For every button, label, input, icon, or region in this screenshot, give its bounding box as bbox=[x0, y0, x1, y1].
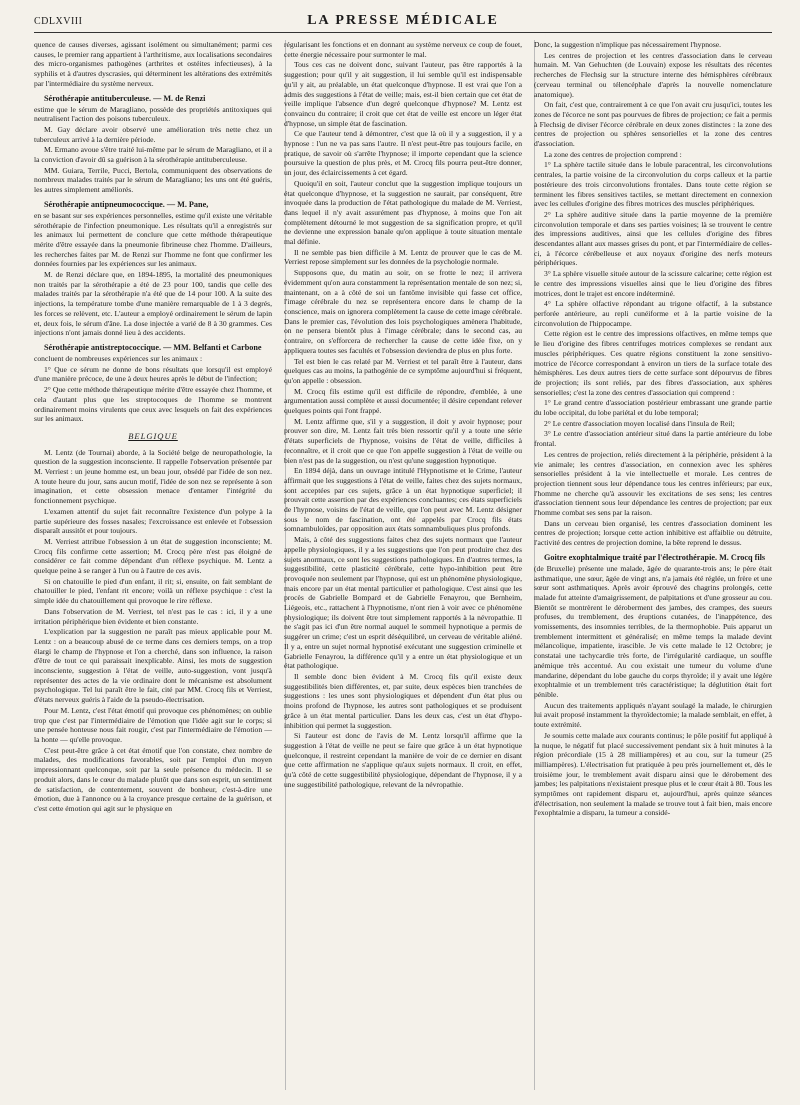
paragraph: Tous ces cas ne doivent donc, suivant l'auteur, pas être rapportés à la suggestion; pour qu'il y ait suggestion, il lui semble qu'il est indispensable qu'il y ait, au préalable, un état quelconque d'hypnose. Il est vrai que l'on a admis des suggestions à l'état de veille; mais, est-il bien certain que cet état de veille implique l'absence d'un degré quelconque d'hypnose? M. Lentz est convaincu du contraire; il croit que cet état de veille est encore un léger état d'hypnose, un simple état de fascination. bbox=[284, 60, 522, 128]
section-heading: Sérothérapie antistreptococcique. — MM. Belfanti et Carbone bbox=[44, 342, 262, 352]
paragraph: MM. Guiara, Terrile, Pucci, Bertola, communiquent des observations de nombreux malades traités par le sérum de Maragliano; les uns ont été guéris, les autres simplement améliorés. bbox=[34, 165, 272, 195]
paragraph: Si l'auteur est donc de l'avis de M. Lentz lorsqu'il affirme que la suggestion à l'état de veille ne peut se faire que grâce à un état hypnotique quelconque, il restreint cependant la manière de voir de ce dernier en disant que cette affirmation ne s'applique qu'aux sujets normaux. Il croit, en effet, qu'à côté de cette suggestibilité physiologique, dépendant de l'hypnose, il y a une suggestibilité pathologique, relevant de la névropathie. bbox=[284, 731, 522, 789]
text-column-1 bbox=[34, 40, 272, 1095]
paragraph: Ce que l'auteur tend à démontrer, c'est que là où il y a suggestion, il y a hypnose : l'un ne va pas sans l'autre. Il n'est peut-être pas toujours facile, en pratique, de savoir où s'arrête l'hypnose; il importe cependant que la science poursuive la question de plus près, et M. Crocq fils pourra peut-être donner, un jour, des éclaircissements à cet égard. bbox=[284, 129, 522, 178]
paragraph: Cette région est le centre des impressions olfactives, en même temps que le lieu d'origine des fibres centrifuges motrices complexes se rendant aux muscles périphériques. Ces quatre régions constituent la zone sensitivo-motrice de l'écorce correspondant à environ un tiers de la surface totale des hémisphères. Les deux autres tiers de cette surface sont dépourvus de fibres de projection; ils sont reliés, par des fibres d'association, aux sphères sensorielles; c'est la zone des centres d'association qui comprend : bbox=[534, 329, 772, 397]
paragraph: M. Lentz affirme que, s'il y a suggestion, il doit y avoir hypnose; pour prouver son dire, M. Lentz fait très bien ressortir qu'il y a toute une série d'états superficiels de l'hypnose, voisins de l'état de veille, difficiles à reconnaître, et il croit que ce que l'on appelle suggestion à l'état de veille ou bien n'est pas de la suggestion, ou n'est qu'une suggestion hypnotique. bbox=[284, 416, 522, 465]
paragraph: 3° La sphère visuelle située autour de la scissure calcarine; cette région est le centre des impressions visuelles ainsi que le lieu d'origine des fibres motrices, dont le trajet est encore indéterminé. bbox=[534, 269, 772, 298]
paragraph: Donc, la suggestion n'implique pas nécessairement l'hypnose. bbox=[534, 40, 722, 49]
paragraph: L'explication par la suggestion ne paraît pas mieux applicable pour M. Lentz : on a beaucoup abusé de ce terme dans ces derniers temps, on a trop élargi le champ de l'hypnose et l'on a cherché, dans son influence, la raison d'être de tout ce qui paraissait inexplicable. Ainsi, les mots de suggestion inconsciente, suggestion à l'état de veille, auto-suggestion, vont jusqu'à représenter des actes de la vie ordinaire dont le mécanisme est absolument psychologique. Tel lui paraît être le fait, cité par MM. Crocq fils et Verriest, d'états nerveux guéris à l'aide de la pseudo-électrisation. bbox=[34, 627, 272, 705]
paragraph: M. Gay déclare avoir observé une amélioration très nette chez un tuberculeux arrivé à la dernière période. bbox=[34, 124, 272, 144]
page-header bbox=[34, 10, 772, 33]
text-column-3 bbox=[534, 40, 772, 1095]
paragraph: L'examen attentif du sujet fait reconnaître l'existence d'un polype à la partie supérieure des fosses nasales; l'excroissance est enlevée et l'obsession disparaît aussitôt et pour toujours. bbox=[34, 506, 272, 536]
paragraph: estime que le sérum de Maragliano, possède des propriétés antitoxiques qui neutralisent l'action des poisons tuberculeux. bbox=[34, 104, 272, 124]
paragraph: M. de Renzi déclare que, en 1894-1895, la mortalité des pneumoniques non traités par la sérothérapie a été de 23 pour 100, tandis que celle des malades traités par la sérothérapie n'a été que de 14 pour 100. A la suite des injections, la température tombe d'une manière remarquable de 1 à 3 degrés, les forces se relèvent, etc. L'auteur a employé ordinairement le sérum de lapin et, deux fois, le sérum d'âne. La dose injectée a varié de 8 à 30 grammes. Ces injections n'ont jamais donné lieu à des accidents. bbox=[34, 270, 272, 338]
paragraph: Je soumis cette malade aux courants continus; le pôle positif fut appliqué à la nuque, le négatif fut placé successivement pendant six à huit minutes à la région précordiale (15 à 28 milliampères) et au cou, sur la tumeur (25 milliampères). L'électrisation fut pratiquée à peu près journellement et, dès le troisième jour, le tremblement avait disparu ainsi que le dérobement des jambes; les palpitations n'existaient presque plus et le cœur était à 80. Tous les symptômes ont rapidement disparu et, aujourd'hui, après quinze séances d'électrisation, non seulement la malade se trouve tout à fait bien, mais encore l'exophtalmie a disparu, la tumeur a considé- bbox=[534, 730, 772, 818]
paragraph: Aucun des traitements appliqués n'ayant soulagé la malade, le chirurgien lui avait proposé instamment la thyroïdectomie; la malade semblait, en effet, à toute extrémité. bbox=[534, 700, 772, 730]
paragraph: On fait, c'est que, contrairement à ce que l'on avait cru jusqu'ici, toutes les zones de l'écorce ne sont pas pourvues de fibres de projection; ce fait a permis à Flechsig de diviser l'écorce cérébrale en deux zones distinctes : la zone des centres de projection ou sphères sensorielles et la zone des centres d'association. bbox=[534, 100, 772, 149]
paragraph: Tel est bien le cas relaté par M. Verriest et tel paraît être à l'auteur, dans quelques cas au moins, la pathogénie de ce symptôme aujourd'hui si fréquent, qu'on appelle : obsession. bbox=[284, 356, 522, 385]
paragraph: La zone des centres de projection comprend : bbox=[544, 149, 682, 159]
paragraph: M. Lentz (de Tournai) aborde, à la Société belge de neuropathologie, la question de la suggestion inconsciente. Il rappelle l'observation présentée par M. Verriest : un jeune homme est, un beau jour, obsédé par l'idée de son nez. A toute heure du jour, sans aucun motif, l'idée de son nez se représente à son imagination, et cette obsession menace d'entamer l'intégrité du fonctionnement psychique. bbox=[34, 447, 272, 506]
country-section-title bbox=[34, 432, 272, 442]
paragraph: 2° Que cette méthode thérapeutique mérite d'être essayée chez l'homme, et cela d'autant plus que les streptocoques de l'homme se montrent ordinairement moins virulents que ceux avec lesquels on fait des expériences sur les animaux. bbox=[34, 385, 272, 424]
paragraph: M. Crocq fils estime qu'il est difficile de répondre, d'emblée, à une argumentation aussi complète et aussi documentée; il désire cependant relever quelques points qui l'ont frappé. bbox=[284, 386, 522, 416]
paragraph: 3° Le centre d'association antérieur situé dans la partie antérieure du lobe frontal. bbox=[534, 429, 772, 449]
paragraph: Il ne semble pas bien difficile à M. Lentz de prouver que le cas de M. Verriest repose simplement sur les données de la psychologie normale. bbox=[284, 247, 522, 267]
paragraph: Pour M. Lentz, c'est l'état émotif qui provoque ces phénomènes; on oublie trop que c'est par l'intermédiaire de l'émotion que l'idée agit sur le corps; si une pensée honteuse nous fait rougir, c'est par l'intermédiaire de l'émotion — la honte — qu'elle provoque. bbox=[34, 705, 272, 744]
text-column-2 bbox=[284, 40, 522, 1095]
article-columns bbox=[34, 40, 772, 1095]
paragraph: 1° Que ce sérum ne donne de bons résultats que lorsqu'il est employé d'une manière précoce, de une à deux heures après le début de l'infection; bbox=[34, 364, 272, 384]
section-heading: Goitre exophtalmique traité par l'électrothérapie. M. Crocq fils bbox=[544, 552, 766, 562]
paragraph: 2° Le centre d'association moyen localisé dans l'insula de Reil; bbox=[544, 418, 735, 428]
journal-title: LA PRESSE MÉDICALE bbox=[307, 13, 499, 28]
paragraph: M. Ermano avoue s'être traité lui-même par le sérum de Maragliano, et il a la conviction d'avoir dû sa guérison à la sérothérapie antituberculeuse. bbox=[34, 145, 272, 165]
paragraph: 1° La sphère tactile située dans le lobule paracentral, les circonvolutions centrales, la partie voisine de la circonvolution du corps calleux et la partie postérieure des trois circonvolutions frontales. Dans toute cette région se terminent les fibres sensitives tactiles, se mettant directement en connexion avec les cellules d'origine des fibres motrices des muscles périphériques. bbox=[534, 160, 772, 209]
paragraph: quence de causes diverses, agissant isolément ou simultanément; parmi ces causes, le premier rang appartient à l'arthritisme, aux localisations secondaires des micro-organismes pathogènes (arthrites et ostéites infectieuses), à la syphilis et à d'autres dyscrasies, qui déterminent les altérations des extrémités par l'intermédiaire du système nerveux. bbox=[34, 40, 272, 88]
section-heading: Sérothérapie antituberculeuse. — M. de Renzi bbox=[44, 93, 206, 103]
paragraph: Dans l'observation de M. Verriest, tel n'est pas le cas : ici, il y a une irritation périphérique bien évidente et bien constante. bbox=[34, 606, 272, 626]
paragraph: Dans un cerveau bien organisé, les centres d'association dominent les centres de projection; lorsque cette action inhibitive est affaiblie ou détruite, l'activité des centres de projection domine, la bête reprend le dessus. bbox=[534, 518, 772, 548]
paragraph: 1° Le grand centre d'association postérieur embrassant une grande partie du lobe occipital, du lobe pariétal et du lobe temporal; bbox=[534, 398, 772, 418]
paragraph: Supposons que, du matin au soir, on se frotte le nez; il arrivera évidemment qu'on aura constamment la représentation mentale de son nez; si, maintenant, on a à côté de soi un fantôme invisible qui fasse cet office, l'image cérébrale du nez se représentera encore dans le champ de la conscience, mais on ignorera complètement la cause de cette image cérébrale. Dans le premier cas, l'évolution des lois psychologiques amènera l'habitude, on ne pensera bientôt plus à l'image cérébrale; dans le second cas, au contraire, on s'efforcera de rechercher la cause de cette idée fixe, on y appliquera toutes ses facultés et l'obsession deviendra de plus en plus forte. bbox=[284, 268, 522, 355]
paragraph: 4° La sphère olfactive répondant au trigone olfactif, à la substance perforée antérieure, au repli cunéiforme et à la partie voisine de la circonvolution de l'hippocampe. bbox=[534, 299, 772, 328]
paragraph: régularisant les fonctions et en donnant au système nerveux ce coup de fouet, cette énergie nécessaire pour surmonter le mal. bbox=[284, 40, 522, 59]
paragraph: M. Verriest attribue l'obsession à un état de suggestion inconsciente; M. Crocq fils confirme cette assertion; M. Crocq père n'est pas éloigné de considérer ce fait comme dépendant d'un réflexe psychique. M. Lentz a quelque peine à se ranger à l'un ou à l'autre de ces avis. bbox=[34, 536, 272, 576]
paragraph: Quoiqu'il en soit, l'auteur conclut que la suggestion implique toujours un état quelconque d'hypnose, et la suggestion ne saurait, par conséquent, être invoquée dans la production de l'état pathologique du malade de M. Verriest, dans lequel il n'y avait assurément pas d'hypnose, à moins que l'on ait complètement détourné le mot suggestion de sa signification propre, et qu'il ne devienne une expression banale qu'on applique à toute situation mentale mal définie. bbox=[284, 178, 522, 247]
paragraph: (de Bruxelle) présente une malade, âgée de quarante-trois ans; le père était asthmatique, une sœur, âgée de vingt ans, n'a jamais été réglée, un frère et une sœur sont asthmatiques. Après avoir éprouvé des chagrins prolongés, cette malade fut atteinte d'amaigrissement, de palpitations et d'une grosseur au cou. Bientôt se montrèrent le déroberment des jambes, des crampes, des sueurs profuses, du tremblement, des éruptions cutanées, de l'inappétence, des vomissements, des insomnies terribles, de la thermophobie. Puis apparut un tremblement intermittent et généralisé; en même temps la malade devint mélancolique, impatiente, irascible. Je vis cette malade le 12 Octobre; je constatai une tachycardie très forte, de l'irrégularité cardiaque, un souffle anémique très accentué. Au cou existait une tumeur du volume d'une mandarine, dépendant du lobe gauche du corps thyroïde; il y avait une légère exophtalmie et un tremblement très caractéristique; la déglutition était fort pénible. bbox=[534, 563, 772, 699]
paragraph: Si on chatouille le pied d'un enfant, il rit; si, ensuite, on fait semblant de chatouiller le pied, l'enfant rit encore; voilà un réflexe psychique : c'est la simple idée du chatouillement qui provoque le rire réflexe. bbox=[34, 576, 272, 606]
paragraph: Les centres de projection, reliés directement à la périphérie, président à la vie animale; les centres d'association, en connexion avec les sphères sensorielles président à la vie intellectuelle et morale. Les centres de projection tiennent sous leur dépendance tous les centres inférieurs; par eux, l'homme ne cherche qu'à assouvir les excitations de ses sens; les centres d'association tiennent sous leur dépendance les centres de projection; par eux l'homme combat ses sens par la raison. bbox=[534, 449, 772, 518]
paragraph: 2° La sphère auditive située dans la partie moyenne de la première circonvolution temporale et dans ses parties voisines; là se trouvent le centre des impressions auditives, ainsi que les cellules d'origine des fibres descendantes allant aux masses grises du pont, et par l'intermédiaire de celles-ci, à l'écorce cérébelleuse et aux noyaux d'origine des nerfs moteurs périphériques. bbox=[534, 209, 772, 268]
paragraph: En 1894 déjà, dans un ouvrage intitulé l'Hypnotisme et le Crime, l'auteur affirmait que les suggestions à l'état de veille, faites chez des sujets normaux, sont acceptées par ces sujets, grâce à un état hypnotique superficiel; il prouvait cette assertion par des expériences concluantes; ces états superficiels de l'hypnose, voisins de l'état de veille, que l'on peut avec M. Lentz désigner sous le nom de fascination, ont été appelés par Crocq fils états somnambuloïdes, par opposition aux états somnambuliques plus profonds. bbox=[284, 466, 522, 534]
paragraph: Il semble donc bien évident à M. Crocq fils qu'il existe deux suggestibilités bien différentes, et, par suite, deux espèces bien tranchées de suggestions : les unes sont physiologiques et dépendent d'un état plus ou moins profond de l'hypnose, les autres sont pathologiques et se produisent grâce à un état mental particulier. Dans les deux cas, c'est un état d'hypo-inhibition qui permet la suggestion. bbox=[284, 672, 522, 730]
paragraph: Les centres de projection et les centres d'association dans le cerveau humain. M. Van Gehuchten (de Louvain) expose les résultats des récentes recherches de Flechsig sur la structure interne des hémisphères cérébraux (cerveau terminal ou télencéphale d'après la nouvelle nomenclature anatomique). bbox=[534, 50, 772, 99]
country-section-label: BELGIQUE bbox=[128, 430, 178, 441]
paragraph: en se basant sur ses expériences personnelles, estime qu'il existe une véritable sérothérapie de l'infection pneumonique. Les résultats qu'il a enregistrés sur les animaux lui permettent de conclure que cette méthode thérapeutique mérite d'être essayée dans la pneumonie fibrineuse chez l'homme. D'ailleurs, les recherches faites par M. de Renzi sur l'homme ne font que confirmer les données fournies par les expériences sur les animaux. bbox=[34, 210, 272, 269]
paragraph: C'est peut-être grâce à cet état émotif que l'on constate, chez nombre de malades, des modifications favorables, soit par l'emploi d'un moyen impressionnant quelconque, soit par la seule présence du médecin. Il se produit alors, dans le cœur du malade plutôt que dans son esprit, un sentiment de satisfaction, de contentement, souvent de bonheur, c'est-à-dire une émotion, due à l'annonce ou à la croyance presque certaine de la guérison, et c'est cette émotion qui agit sur le physique en bbox=[34, 745, 272, 813]
page-number: CDLXVIII bbox=[34, 15, 83, 27]
paragraph: concluent de nombreuses expériences sur les animaux : bbox=[34, 353, 203, 363]
section-heading: Sérothérapie antipneumococcique. — M. Pane, bbox=[44, 199, 209, 209]
paragraph: Mais, à côté des suggestions faites chez des sujets normaux que l'auteur appelle physiologiques, il y a les suggestions que l'on peut produire chez des sujets anormaux, ce sont les suggestions pathologiques. En d'autres termes, la suggestibilité, cette plasticité cérébrale, cette hypo-inhibition peut être provoquée non seulement par l'hypnose, qui est un phénomène physiologique, mais encore par un état mental particulier et pathologique. C'est ainsi que les procès de Gabrielle Bompard et de Gabrielle Fenayrou, que Bernheim, Liégeois, etc., rattachent à l'hypnotisme, n'ont rien à voir avec ce phénomène physiologique; ils doivent être tout simplement rapportés à la névropathie. Il ne s'agit pas ici d'un être normal auquel le sommeil hypnotique a permis de suggérer un crime; c'est un esprit déséquilibré, un cerveau de véritable aliéné. Il y a, entre un sujet normal hypnotisé exécutant une suggestion criminelle et Gabrielle Fenayrou, la différence qu'il y a entre un état physiologique et un état pathologique. bbox=[284, 535, 522, 671]
